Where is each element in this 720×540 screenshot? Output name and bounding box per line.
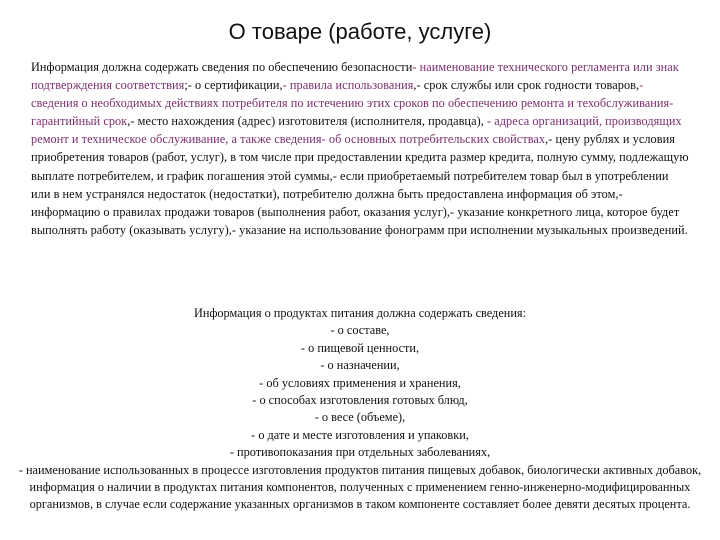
food-item-additives: - наименование использованных в процессе изготовления продуктов питания пищевых добавок, биологически активных добавок, информация о наличии в продуктах питания компонентов, полученных с применением генно-инженерно-модифицированных организмов, в случае если содержание указанных организмов в таком компоненте составляет более девяти десятых процента.	[18, 462, 702, 512]
info-segment-price-and-rest: ,- цену рублях и условия приобретения товаров (работ, услуг), в том числе при предоставлении кредита размер кредита, полную сумму, подлежащую выплате потребителем, и график погашения этой суммы,- если приобретаемый потребителем товар был в употреблении или в нем устранялся недостаток (недостатки), потребителю должна быть предоставлена информация об этом,- информацию о правилах продажи товаров (выполнения работ, оказания услуг),- указание конкретного лица, которое будет выполнять работу (оказывать услугу),- указание на использование фонограмм при исполнении музыкальных произведений.	[31, 132, 689, 237]
food-item: - о способах изготовления готовых блюд,	[252, 393, 468, 408]
info-segment-address: ,- место нахождения (адрес) изготовителя (исполнителя, продавца),	[127, 114, 487, 129]
food-item: - об условиях применения и хранения,	[259, 375, 461, 390]
info-segment-certification: ;- о сертификации,	[184, 78, 283, 93]
food-item: - о составе,	[330, 323, 390, 338]
food-item: - о весе (объеме),	[314, 410, 406, 425]
info-segment-warranty: - гарантийный срок	[31, 96, 674, 129]
info-segment-required-actions: - сведения о необходимых действиях потребителя по истечению этих сроков по обеспечению ремонта и техобслуживания	[31, 78, 670, 111]
info-segment-consumer-properties: - об основных потребительских свойствах	[321, 132, 546, 147]
food-item: - о пищевой ценности,	[300, 340, 420, 355]
food-item: - противопоказания при отдельных заболеваниях,	[229, 445, 491, 460]
page-title: О товаре (работе, услуге)	[228, 19, 492, 44]
info-segment-regulation: - наименование технического регламента или знак подтверждения соответствия	[31, 60, 679, 93]
product-info-paragraph	[31, 58, 691, 239]
food-item: - о дате и месте изготовления и упаковки,	[251, 427, 469, 442]
food-heading: Информация о продуктах питания должна содержать сведения:	[193, 306, 527, 320]
food-info-block	[18, 305, 702, 514]
food-item: - о назначении,	[320, 358, 400, 373]
info-segment-repair-organizations: - адреса организаций, производящих ремонт и техническое обслуживание, а также сведения	[31, 114, 682, 147]
info-intro: Информация должна содержать сведения по обеспечению безопасности	[31, 60, 413, 74]
info-segment-service-life: ,- срок службы или срок годности товаров,	[413, 78, 640, 93]
info-segment-usage-rules: - правила использования	[282, 78, 414, 93]
